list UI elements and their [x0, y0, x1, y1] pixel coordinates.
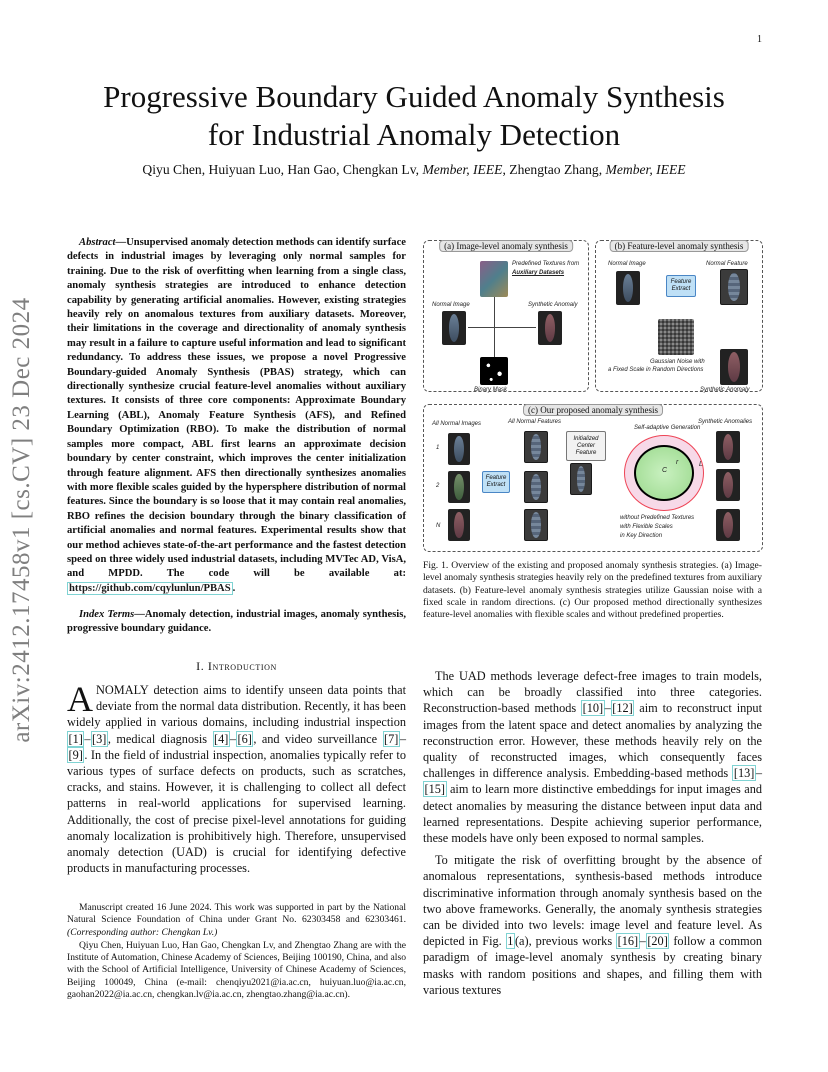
citation-sep: – — [84, 731, 91, 746]
abstract — [67, 236, 406, 596]
author-role-1: Member, IEEE — [422, 162, 503, 177]
index-terms — [67, 608, 406, 637]
figure-ref-link[interactable]: 1 — [507, 934, 514, 949]
text: aim to learn more distinctive embeddings for input images and detect anomalies by measuring the distance between input data and learned representations. Despite achieving superior performance, these models have only been exposed to normal samples. — [423, 782, 762, 846]
citation-sep: – — [604, 701, 611, 716]
gaussian-noise-label: Gaussian Noise with — [650, 359, 705, 365]
citation-link[interactable]: [4] — [214, 731, 229, 746]
without-label — [620, 515, 694, 521]
without-text: without — [620, 515, 641, 521]
paragraph-uad — [423, 668, 762, 846]
citation-link[interactable]: [9] — [68, 747, 83, 762]
center-feature — [570, 463, 592, 495]
flexible-scales-text: Flexible Scales — [632, 524, 673, 530]
citation-link[interactable]: [15] — [424, 782, 445, 797]
in-text: in — [644, 367, 653, 373]
key-direction-text: Key Direction — [626, 533, 663, 539]
a-text: a — [608, 367, 614, 373]
intro-text-4: . In the field of industrial inspection, anomalies typically refer to various types of surface defects on products, such as scratches, cracks, and stains. However, it is challenging to collect all defect patterns in real-world applications for supervised learning. Additionally, the cost of precise pixel-level annotations for guiding anomaly localization is prohibitively high. Therefore, unsupervised anomaly detection (UAD) is crucial for identifying defective products in manufacturing processes. — [67, 747, 406, 876]
auxiliary-datasets-label: Auxiliary Datasets — [512, 270, 565, 276]
introduction-paragraph — [67, 679, 406, 876]
citation-link[interactable]: [7] — [384, 731, 399, 746]
normal-image-label: Normal Image — [432, 302, 470, 308]
intro-text-3: , and video surveillance — [253, 731, 383, 746]
radius-symbol: r — [676, 459, 679, 466]
arxiv-id-text: arXiv:2412.17458v1 [cs.CV] 23 Dec 2024 — [8, 297, 35, 743]
random-directions-text: Random Directions — [652, 367, 704, 373]
synthetic-anomaly-n — [716, 509, 740, 541]
key-direction-label — [620, 533, 662, 539]
intro-text-1: detection aims to identify unseen data points that deviate from the normal data distribution. Recently, it has been widely applied in various domains, including industrial inspection — [67, 683, 406, 730]
normal-feature-2 — [524, 471, 548, 503]
normal-feature-map — [720, 269, 748, 305]
all-normal-images-label: All Normal Images — [432, 421, 482, 427]
texture-image — [480, 261, 508, 297]
normal-feature-label: Normal Feature — [706, 261, 748, 267]
arrow-line — [468, 327, 536, 328]
with-label — [620, 524, 673, 530]
predefined-textures-label — [512, 261, 579, 267]
fixed-scale-label — [608, 367, 703, 373]
normal-image-label: Normal Image — [608, 261, 646, 267]
figure-1 — [423, 236, 765, 554]
page-number: 1 — [757, 34, 762, 45]
index-terms-text: —Anomaly detection, industrial images, anomaly synthesis, progressive boundary guidance. — [67, 609, 406, 635]
arrow-line — [494, 297, 495, 359]
title-line-1: Progressive Boundary Guided Anomaly Synthesis — [103, 79, 725, 114]
boundary-symbol: L — [699, 461, 703, 468]
footnote-funding-text: Manuscript created 16 June 2024. This work was supported in part by the National Natural Science Foundation of China under Grant No. 62303458 and 62303461. — [67, 902, 406, 926]
normal-image-n — [448, 509, 470, 541]
citation-link[interactable]: [6] — [237, 731, 252, 746]
synthetic-anomalies-label: Synthetic Anomalies — [698, 419, 753, 425]
center-symbol: C — [662, 467, 668, 474]
panel-a-title: (a) Image-level anomaly synthesis — [439, 240, 573, 252]
self-adaptive-label: Self-adaptive Generation — [634, 425, 701, 431]
footnote-funding — [67, 902, 406, 939]
synthetic-anomaly-2 — [716, 469, 740, 501]
abstract-text: —Unsupervised anomaly detection methods can identify surface defects in industrial images by leveraging only normal samples for training. Due to the risk of overfitting when learning from a single class, anomaly synthesis strategies are introduced to enhance detection capability by generating artificial anomalies. However, existing strategies heavily rely on anomalous textures from auxiliary datasets. Moreover, their limitations in the coverage and directionality of anomaly synthesis may result in a failure to capture useful information and lead to significant redundancy. To address these issues, we propose a novel Progressive Boundary-guided Anomaly Synthesis (PBAS) strategy, which can directionally synthesize crucial feature-level anomalies without auxiliary textures. It consists of three core components: Approximate Boundary Learning (ABL), Anomaly Feature Synthesis (AFS), and Refined Boundary Optimization (RBO). To make the distribution of normal samples more compact, ABL first learns an approximate decision boundary by center constraint, which improves the center initialization through feature alignment. AFS then directionally synthesizes anomalies with more flexible scales guided by the hypersphere distribution of normal features. Since the boundary is so loose that it may contain real anomalies, RBO refines the decision boundary through the binary classification of artificial anomalies and normal features. Experimental results show that our method achieves state-of-the-art performance and the fastest detection speed on three widely used industrial datasets, including MVTec AD, VisA, and MPDD. The code will be available at: — [67, 237, 406, 580]
normal-image — [616, 271, 640, 305]
panel-c — [423, 404, 763, 552]
synthetic-anomaly-label: Synthetic Anomaly — [528, 302, 578, 308]
right-column-text — [423, 668, 762, 1004]
citation-sep: – — [639, 934, 646, 949]
normal-feature-1 — [524, 431, 548, 463]
text: To mitigate the risk of overfitting brought by the absence of anomalous representations, synthesis-based methods introduce discriminative information through anomaly synthesis based on the two above frameworks. Generally, the anomaly synthesis strategies can be divided into two levels: image level and feature level. As depicted in Fig. — [423, 853, 762, 949]
synthetic-anomaly-feature — [720, 349, 748, 385]
predefined-textures-text: Predefined Textures — [640, 515, 695, 521]
index-n: N — [436, 523, 441, 529]
panel-c-title: (c) Our proposed anomaly synthesis — [523, 404, 663, 416]
panel-a — [423, 240, 589, 392]
panel-b-title: (b) Feature-level anomaly synthesis — [610, 240, 749, 252]
citation-link[interactable]: [12] — [612, 701, 633, 716]
normal-image-2 — [448, 471, 470, 503]
normal-image — [442, 311, 466, 345]
binary-mask-label: Binary Mask — [474, 387, 508, 393]
normal-feature-n — [524, 509, 548, 541]
paragraph-synthesis — [423, 852, 762, 998]
citation-sep: – — [755, 766, 762, 781]
citation-link[interactable]: [1] — [68, 731, 83, 746]
feature-extract-box: Feature Extract — [666, 275, 696, 297]
author-list — [60, 162, 768, 178]
index-2: 2 — [436, 483, 440, 489]
intro-text-2: , medical diagnosis — [107, 731, 213, 746]
abstract-end: . — [232, 582, 236, 594]
code-link[interactable]: https://github.com/cqylunlun/PBAS — [69, 582, 231, 594]
footnote — [67, 902, 406, 1002]
abstract-label: Abstract — [79, 237, 116, 248]
feature-extract-box: Feature Extract — [482, 471, 510, 493]
author-names: Qiyu Chen, Huiyuan Luo, Han Gao, Chengkan Lv, — [142, 162, 420, 177]
citation-link[interactable]: [3] — [92, 731, 107, 746]
intro-capword: NOMALY — [96, 683, 149, 697]
section-heading — [67, 659, 406, 674]
normal-image-1 — [448, 433, 470, 465]
index-1: 1 — [436, 445, 440, 451]
gaussian-noise-grid — [658, 319, 694, 355]
text: (a), previous works — [514, 934, 617, 949]
figure-caption: Fig. 1. Overview of the existing and proposed anomaly synthesis strategies. (a) Image-level anomaly synthesis strategies heavily rely on the predefined textures from auxiliary datasets. (b) Feature-level anomaly synthesis strategies utilize Gaussian noise with a fixed scale in random directions. (c) Our proposed method directionally synthesizes feature-level anomalies with flexible scales and without predefined properties. — [423, 560, 762, 621]
corresponding-author: (Corresponding author: Chengkan Lv.) — [67, 926, 218, 938]
citation-sep: – — [399, 731, 406, 746]
all-normal-features-label: All Normal Features — [508, 419, 562, 425]
text: The UAD methods leverage defect-free images to train models, which can be broadly classified into three categories. Reconstruction-based methods — [423, 669, 762, 716]
index-terms-label: Index Terms — [79, 609, 135, 620]
panel-b — [595, 240, 763, 392]
from-text: from — [565, 261, 580, 267]
author-mid: , Zhengtao Zhang, — [502, 162, 603, 177]
citation-link[interactable]: [20] — [647, 934, 668, 949]
in-text: in — [620, 533, 627, 539]
synthetic-anomaly-image — [538, 311, 562, 345]
drop-cap: A — [67, 679, 93, 719]
predefined-textures-text: Predefined Textures — [512, 261, 566, 267]
title-line-2: for Industrial Anomaly Detection — [207, 117, 621, 152]
with-text: with — [620, 524, 633, 530]
binary-mask-image — [480, 357, 508, 385]
synthetic-anomaly-label: Synthetic Anomaly — [700, 387, 750, 393]
footnote-affiliation: Qiyu Chen, Huiyuan Luo, Han Gao, Chengkan Lv, and Zhengtao Zhang are with the Institute of Automation, Chinese Academy of Sciences, Beijing 100190, China, and also with the School of Artificial Intelligence, University of Chinese Academy of Sciences, Beijing 100049, China (e-mail: chenqiyu2021@ia.ac.cn, huiyuan.luo@ia.ac.cn, gaohan2022@ia.ac.cn, chengkan.lv@ia.ac.cn, zhengtao.zhang@ia.ac.cn). — [67, 939, 406, 1001]
citation-link[interactable]: [16] — [617, 934, 639, 949]
initialized-center-label: Initialized Center Feature — [566, 431, 606, 461]
paper-title — [60, 78, 768, 154]
citation-link[interactable]: [13] — [733, 766, 755, 781]
citation-sep: – — [229, 731, 236, 746]
fixed-scale-text: Fixed Scale — [613, 367, 645, 373]
text: aim to reconstruct input images from the latent space and detect anomalies by analyzing the reconstruction error. However, these methods heavily rely on the quality of reconstructed images, which consequently faces challenges in difference analysis. Embedding-based methods — [423, 701, 762, 781]
section-title: Introduction — [207, 659, 277, 673]
synthetic-anomaly-1 — [716, 431, 740, 463]
section-number: I. — [196, 659, 208, 673]
author-role-2: Member, IEEE — [605, 162, 686, 177]
text: follow a common paradigm of image-level anomaly synthesis by creating binary masks with random positions and shapes, and filling them with various textures — [423, 934, 762, 997]
citation-link[interactable]: [10] — [582, 701, 604, 716]
